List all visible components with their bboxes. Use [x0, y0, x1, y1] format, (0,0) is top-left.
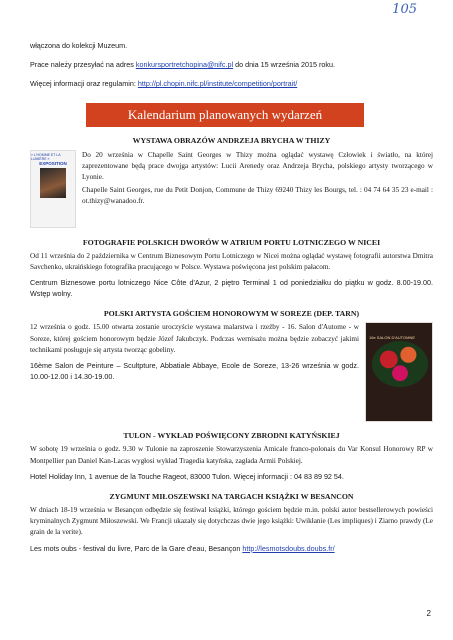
document-body	[30, 40, 433, 554]
festival-link[interactable]: http://lesmotsdoubs.doubs.fr/	[242, 543, 335, 553]
event-2-title: FOTOGRAFIE POLSKICH DWORÓW W ATRIUM PORTU LOTNICZEGO W NICEI	[82, 237, 381, 247]
page-number: 2	[426, 609, 431, 618]
poster-caption: « L'HOMME ET LA LUMIÈRE »	[31, 152, 61, 161]
poster-painting	[40, 168, 66, 198]
event-3-body: 12 września o godz. 15.00 otwarta zostanie uroczyście wystawa malarstwa i rzeźby - 16. Salon d'Autome - w Soreze, której gościem honorowym będzie Józef Jakubczyk. Podczas wernisażu można będzie zobaczyć jakimi technikami posługuje się artysta tworząc gobeliny.	[30, 323, 359, 354]
event-4-body: W sobotę 19 września o godz. 9.30 w Tulonie na zaproszenie Stowarzyszenia Amicale franco-polonais du Var Konsul Honorowy RP w Montpellier pan Daniel Kan-Lacas wygłosi wykład Tragedia katyńska, zagłada Armii Polskiej.	[30, 445, 433, 465]
intro-line-2	[30, 59, 433, 70]
intro-line-2-prefix: Prace należy przesyłać na adres	[30, 60, 136, 70]
event-2-body: Od 11 września do 2 października w Centrum Biznesowym Portu Lotniczego w Nicei można oglądać wystawę fotografii autorstwa Dmitra Savchenko, ukraińskiego fotografika pracującego w Polsce. Wystawa poświęcona jest polskim pałacom.	[30, 251, 433, 271]
exhibition-poster-image	[30, 150, 76, 228]
competition-link[interactable]: http://pl.chopin.nifc.pl/institute/competition/portrait/	[137, 79, 298, 89]
event-5-details	[30, 543, 433, 554]
event-3-row	[30, 322, 433, 422]
event-5-details-prefix: Les mots oubs - festival du livre, Parc de la Gare d'eau, Besançon	[30, 543, 243, 553]
event-2-details: Centrum Biznesowe portu lotniczego Nice Côte d'Azur, 2 piętro Terminal 1 od poniedziałku do piątku w godz. 8.00-19.00. Wstęp wolny.	[30, 278, 433, 299]
handwritten-page-number: 105	[392, 2, 417, 17]
event-4-title: TULON - WYKŁAD POŚWIĘCONY ZBRODNI KATYŃSKIEJ	[123, 431, 340, 441]
event-3-details: 16ème Salon de Peinture – Scultpture, Abbatiale Abbaye, Ecole de Soreze, 13-26 września w godz. 10.00-12.00 i 14.30-19.00.	[30, 361, 359, 382]
event-4-details: Hotel Holiday Inn, 1 avenue de la Touche Rageot, 83000 Tulon. Więcej informacji : 04 83 89 92 54.	[30, 471, 344, 481]
event-5-title: ZYGMUNT MIŁOSZEWSKI NA TARGACH KSIĄŻKI W BESANCON	[109, 492, 354, 502]
calendar-banner: Kalendarium planowanych wydarzeń	[86, 103, 364, 127]
intro-line-2-suffix: do dnia 15 września 2015 roku.	[233, 60, 335, 70]
contest-email-link[interactable]: konkursportretchopina@nifc.pl	[135, 60, 234, 70]
event-1-body: Do 20 września w Chapelle Saint Georges w Thizy można oglądać wystawę Człowiek i światło, na której zaprezentowane będą prace dwojga artystów: Lucii Arenedy oraz Andrzeja Brycha, polskiego artysty tworzącego w Lyonie.	[82, 150, 433, 182]
intro-line-3	[30, 78, 433, 89]
event-1-details: Chapelle Saint Georges, rue du Petit Donjon, Commune de Thizy 69240 Thizy les Bourgs, tel. : 04 74 64 35 23 e-mail : ot.thizy@wanadoo.fr.	[82, 186, 433, 206]
salon-poster-heading: 16e SALON D'AUTOMNE	[369, 335, 416, 341]
event-3-title: POLSKI ARTYSTA GOŚCIEM HONOROWYM W SOREZE (DEP. TARN)	[103, 309, 360, 319]
intro-line-1: włączona do kolekcji Muzeum.	[30, 41, 128, 50]
intro-line-3-prefix: Więcej informacji oraz regulamin:	[30, 79, 138, 89]
salon-poster-image	[365, 322, 433, 422]
event-1-row	[30, 150, 433, 228]
poster-heading: EXPOSITION	[39, 160, 67, 166]
salon-poster-flowers	[372, 341, 428, 387]
event-1-title: WYSTAWA OBRAZÓW ANDRZEJA BRYCHA W THIZY	[132, 135, 331, 145]
event-5-body: W dniach 18-19 września w Besançon odbędzie się festiwal książki, którego gościem będzie m.in. polski autor bestsellerowych powieści kryminalnych Zygmunt Miłoszewski. We Francji ukazały się dotychczas dwie jego książki: Uwikłanie (Les impliques) i Ziarno prawdy (Le grain de la verite).	[30, 506, 433, 537]
